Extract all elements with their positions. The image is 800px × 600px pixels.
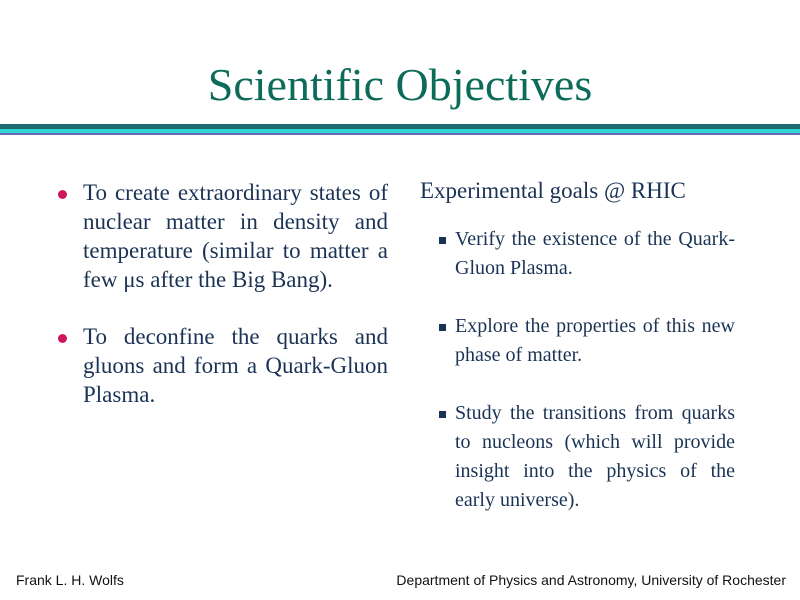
goal-item [420, 225, 735, 283]
goal-item [420, 399, 735, 515]
objective-item [58, 178, 388, 294]
slide-title: Scientific Objectives [207, 59, 593, 110]
objectives-list [58, 178, 388, 409]
goal-item [420, 312, 735, 370]
goal-text: Study the transitions from quarks to nucleons (which will provide insight into the physics of the early universe). [455, 402, 735, 511]
goals-heading: Experimental goals @ RHIC [420, 178, 686, 203]
footer-author: Frank L. H. Wolfs [16, 572, 124, 588]
goal-text: Explore the properties of this new phase of matter. [455, 315, 735, 366]
experimental-goals [420, 178, 735, 515]
bullet-dot-icon [58, 334, 67, 343]
square-bullet-icon [439, 324, 446, 331]
objective-text: To deconfine the quarks and gluons and form a Quark-Gluon Plasma. [83, 324, 388, 407]
footer-affiliation: Department of Physics and Astronomy, University of Rochester [396, 572, 786, 588]
bullet-dot-icon [58, 190, 67, 199]
objective-text: To create extraordinary states of nuclear matter in density and temperature (similar to matter a few μs after the Big Bang). [83, 180, 388, 292]
square-bullet-icon [439, 411, 446, 418]
objective-item [58, 322, 388, 409]
square-bullet-icon [439, 237, 446, 244]
goal-text: Verify the existence of the Quark-Gluon Plasma. [455, 228, 735, 279]
title-divider-shadow [0, 133, 800, 135]
